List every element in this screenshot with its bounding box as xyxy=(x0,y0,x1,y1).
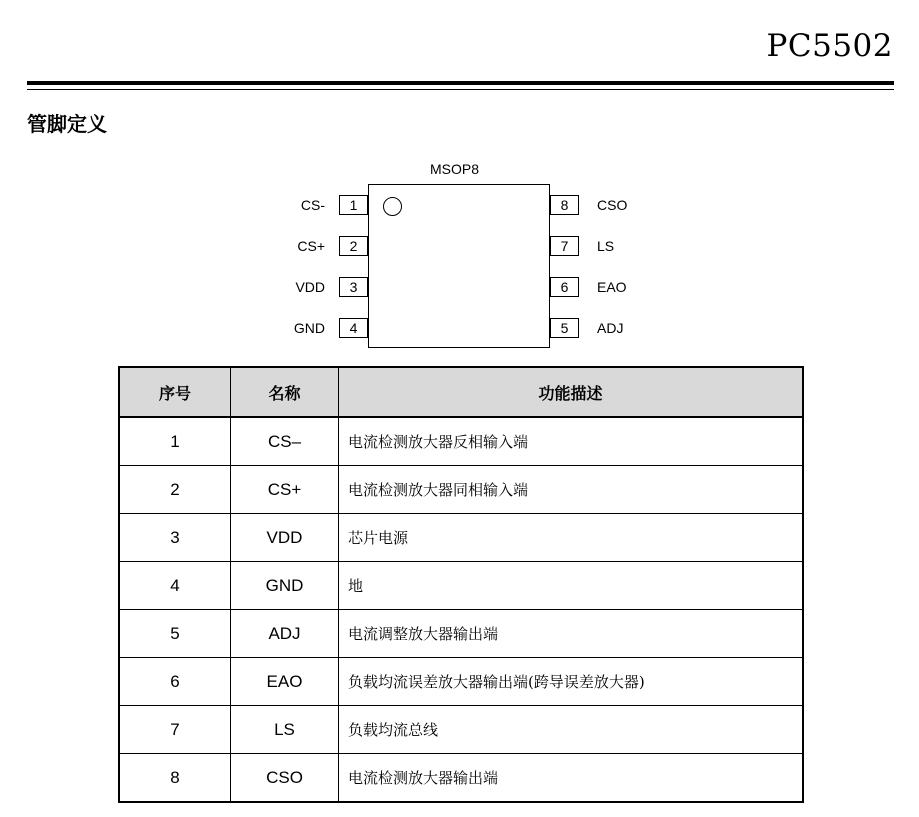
cell-no: 1 xyxy=(119,417,231,466)
pin-number-8: 8 xyxy=(550,195,579,215)
pin-number-2: 2 xyxy=(339,236,368,256)
table-row xyxy=(119,466,803,514)
ic-body xyxy=(368,184,550,348)
cell-no: 5 xyxy=(119,610,231,658)
cell-no: 7 xyxy=(119,706,231,754)
cell-function: 电流检测放大器反相输入端 xyxy=(339,417,804,466)
cell-name: GND xyxy=(231,562,339,610)
pin1-marker-icon xyxy=(383,197,402,216)
pin-name-6: EAO xyxy=(597,279,627,295)
cell-name: ADJ xyxy=(231,610,339,658)
cell-name: EAO xyxy=(231,658,339,706)
section-title: 管脚定义 xyxy=(27,112,107,136)
cell-function: 地 xyxy=(339,562,804,610)
cell-function: 芯片电源 xyxy=(339,514,804,562)
cell-no: 6 xyxy=(119,658,231,706)
cell-name: CS– xyxy=(231,417,339,466)
cell-function: 电流调整放大器输出端 xyxy=(339,610,804,658)
cell-name: VDD xyxy=(231,514,339,562)
table-row xyxy=(119,658,803,706)
pin-name-1: CS- xyxy=(300,197,325,213)
table-row xyxy=(119,562,803,610)
table-header-row xyxy=(119,367,803,417)
cell-function: 负载均流误差放大器输出端(跨导误差放大器) xyxy=(339,658,804,706)
cell-name: CS+ xyxy=(231,466,339,514)
table-row xyxy=(119,610,803,658)
cell-function: 负载均流总线 xyxy=(339,706,804,754)
table-row xyxy=(119,706,803,754)
header-no: 序号 xyxy=(119,367,231,417)
header-rule-thin xyxy=(27,89,894,90)
pin-name-4: GND xyxy=(293,320,325,336)
cell-name: LS xyxy=(231,706,339,754)
cell-no: 3 xyxy=(119,514,231,562)
pin-number-7: 7 xyxy=(550,236,579,256)
cell-no: 2 xyxy=(119,466,231,514)
pin-number-5: 5 xyxy=(550,318,579,338)
header-rule-thick xyxy=(27,81,894,85)
cell-no: 8 xyxy=(119,754,231,803)
pin-number-6: 6 xyxy=(550,277,579,297)
pin-name-3: VDD xyxy=(295,279,325,295)
table-row xyxy=(119,417,803,466)
table-row xyxy=(119,514,803,562)
pin-number-4: 4 xyxy=(339,318,368,338)
pin-name-8: CSO xyxy=(597,197,628,213)
cell-function: 电流检测放大器同相输入端 xyxy=(339,466,804,514)
table-row xyxy=(119,754,803,803)
package-label: MSOP8 xyxy=(430,161,480,177)
pin-name-2: CS+ xyxy=(297,238,325,254)
pin-name-5: ADJ xyxy=(597,320,624,336)
cell-name: CSO xyxy=(231,754,339,803)
pin-name-7: LS xyxy=(597,238,615,254)
header-function: 功能描述 xyxy=(339,367,804,417)
cell-function: 电流检测放大器输出端 xyxy=(339,754,804,803)
pin-definition-table xyxy=(118,366,804,803)
pin-number-3: 3 xyxy=(339,277,368,297)
part-number: PC5502 xyxy=(766,28,893,64)
pin-number-1: 1 xyxy=(339,195,368,215)
cell-no: 4 xyxy=(119,562,231,610)
header-name: 名称 xyxy=(231,367,339,417)
